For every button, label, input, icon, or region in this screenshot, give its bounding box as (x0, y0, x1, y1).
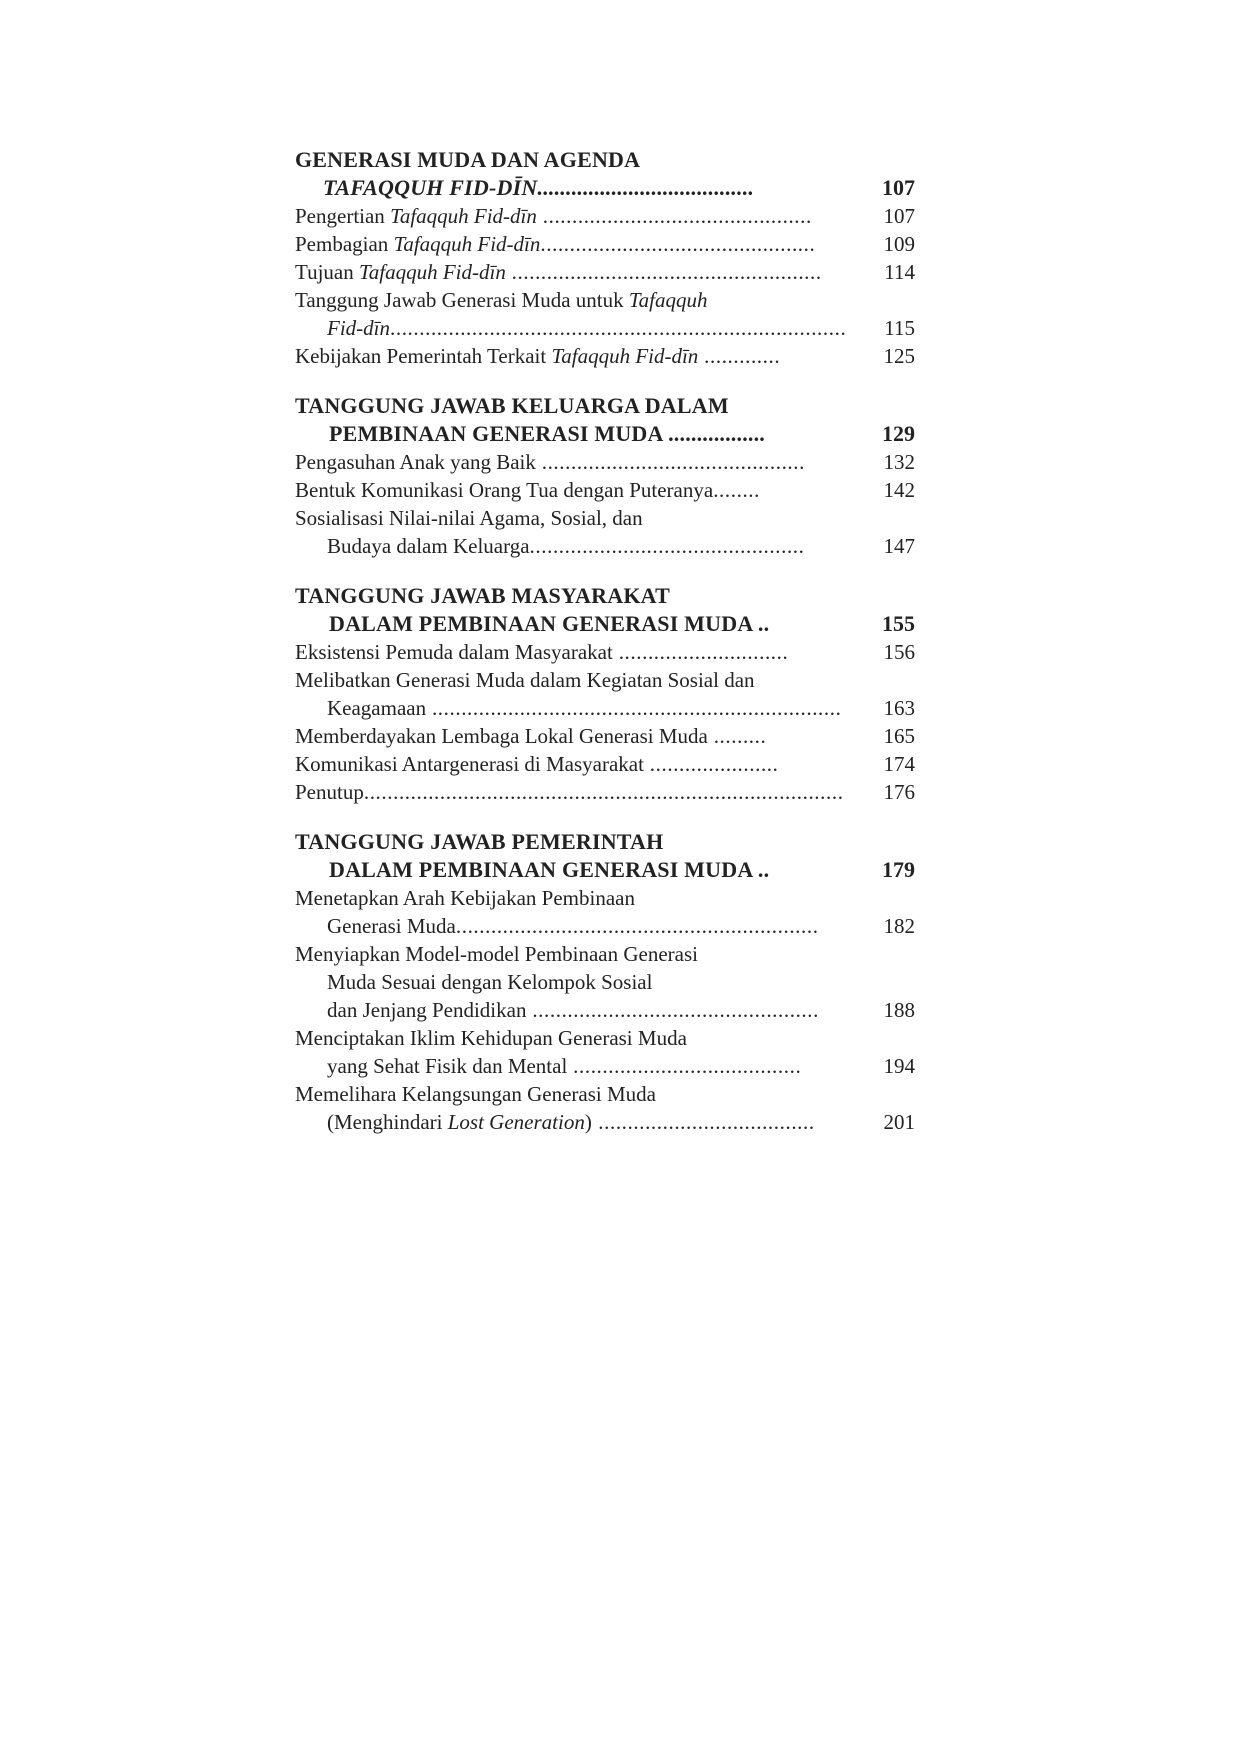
dot-leader: ............. (698, 344, 781, 368)
dot-leader: ) ..................................... (584, 1110, 815, 1134)
section-heading: TANGGUNG JAWAB MASYARAKAT (295, 583, 670, 608)
entry-italic-text: Fid-dīn (327, 316, 390, 340)
page-number: 165 (883, 724, 915, 748)
page-number: 194 (883, 1054, 915, 1078)
dot-leader: .................................................................................. (363, 780, 844, 804)
toc-entry (295, 912, 915, 940)
toc-entry (295, 1080, 915, 1108)
page-number: 179 (882, 857, 915, 882)
section-heading-line-2 (295, 420, 915, 448)
entry-text: Memberdayakan Lembaga Lokal Generasi Muda (295, 724, 708, 748)
toc-entry (295, 940, 915, 968)
entry-text: Budaya dalam Keluarga (327, 534, 530, 558)
section-heading: DALAM PEMBINAAN GENERASI MUDA .. (329, 857, 770, 882)
entry-text: Generasi Muda (327, 914, 456, 938)
dot-leader: ............................................... (540, 232, 816, 256)
dot-leader: ..................................................... (505, 260, 822, 284)
section-heading: PEMBINAAN GENERASI MUDA ................. (329, 421, 765, 446)
toc-entry (295, 638, 915, 666)
page-number: 147 (883, 534, 915, 558)
entry-italic-text: Tafaqquh (628, 288, 708, 312)
dot-leader: .............................................................. (455, 914, 819, 938)
entry-text: Sosialisasi Nilai-nilai Agama, Sosial, dan (295, 506, 643, 530)
page-number: 163 (883, 696, 915, 720)
page-number: 156 (883, 640, 915, 664)
entry-text: Menetapkan Arah Kebijakan Pembinaan (295, 886, 635, 910)
toc-entry (295, 1052, 915, 1080)
section-heading: TANGGUNG JAWAB PEMERINTAH (295, 829, 664, 854)
toc-entry (295, 342, 915, 370)
page-number: 115 (884, 316, 915, 340)
entry-text: Eksistensi Pemuda dalam Masyarakat (295, 640, 613, 664)
toc-entry (295, 666, 915, 694)
section-heading-line-2 (295, 610, 915, 638)
toc-entry (295, 694, 915, 722)
toc-entry (295, 532, 915, 560)
entry-italic-text: Tafaqquh Fid-dīn (359, 260, 506, 284)
toc-entry (295, 448, 915, 476)
entry-text: Menyiapkan Model-model Pembinaan Generasi (295, 942, 698, 966)
page-number: 107 (882, 175, 915, 200)
entry-text: Menciptakan Iklim Kehidupan Generasi Muda (295, 1026, 687, 1050)
entry-text: Penutup (295, 780, 364, 804)
section-spacer (295, 560, 915, 582)
toc-entry (295, 230, 915, 258)
page-number: 109 (883, 232, 915, 256)
section-heading-line-1 (295, 392, 915, 420)
entry-text: Muda Sesuai dengan Kelompok Sosial (327, 970, 653, 994)
entry-text: Komunikasi Antargenerasi di Masyarakat (295, 752, 644, 776)
toc-entry (295, 1024, 915, 1052)
entry-text: Melibatkan Generasi Muda dalam Kegiatan Sosial dan (295, 668, 755, 692)
entry-text: Pembagian (295, 232, 394, 256)
page-number: 155 (882, 611, 915, 636)
section-heading: GENERASI MUDA DAN AGENDA (295, 147, 641, 172)
dot-leader: ....................................... (567, 1054, 802, 1078)
entry-text: Pengasuhan Anak yang Baik (295, 450, 536, 474)
section-heading-line-1 (295, 146, 915, 174)
toc-entry (295, 1108, 915, 1136)
section-heading: DALAM PEMBINAAN GENERASI MUDA .. (329, 611, 770, 636)
dot-leader: ............................................... (529, 534, 805, 558)
page-number: 188 (883, 998, 915, 1022)
entry-text: Pengertian (295, 204, 391, 228)
toc-entry (295, 884, 915, 912)
page-number: 142 (883, 478, 915, 502)
entry-text: yang Sehat Fisik dan Mental (327, 1054, 568, 1078)
toc-entry (295, 258, 915, 286)
section-heading-line-2 (295, 174, 915, 202)
entry-italic-text: Tafaqquh Fid-dīn (551, 344, 699, 368)
page-number: 132 (883, 450, 915, 474)
toc-entry (295, 476, 915, 504)
toc-entry (295, 286, 915, 314)
toc-entry (295, 968, 915, 996)
dot-leader: ............................................. (535, 450, 805, 474)
dot-leader: ............................. (612, 640, 789, 664)
toc-entry (295, 504, 915, 532)
entry-text: Keagamaan (327, 696, 427, 720)
toc-entry (295, 996, 915, 1024)
entry-text: Kebijakan Pemerintah Terkait (295, 344, 552, 368)
entry-text: (Menghindari (327, 1110, 448, 1134)
entry-text: dan Jenjang Pendidikan (327, 998, 527, 1022)
page-number: 114 (884, 260, 915, 284)
section-heading-line-2 (295, 856, 915, 884)
page-number: 182 (883, 914, 915, 938)
entry-text: Tanggung Jawab Generasi Muda untuk (295, 288, 629, 312)
page-number: 201 (883, 1110, 915, 1134)
entry-italic-text: Tafaqquh Fid-dīn (393, 232, 541, 256)
table-of-contents (295, 146, 915, 1136)
dot-leader: ...................................................................... (426, 696, 842, 720)
dot-leader: ........ (713, 478, 761, 502)
dot-leader: ......... (707, 724, 767, 748)
section-spacer (295, 806, 915, 828)
page-number: 107 (883, 204, 915, 228)
section-heading: TAFAQQUH FID-DĪN...................................... (323, 175, 755, 200)
entry-italic-text: Tafaqquh Fid-dīn (390, 204, 537, 228)
toc-entry (295, 778, 915, 806)
entry-text: Bentuk Komunikasi Orang Tua dengan Puteranya (295, 478, 714, 502)
page-number: 125 (883, 344, 915, 368)
section-heading-line-1 (295, 828, 915, 856)
dot-leader: ................................................. (526, 998, 819, 1022)
page-number: 174 (883, 752, 915, 776)
toc-entry (295, 314, 915, 342)
page-number: 176 (883, 780, 915, 804)
toc-entry (295, 750, 915, 778)
dot-leader: ...................... (643, 752, 779, 776)
entry-italic-text: Lost Generation (447, 1110, 585, 1134)
toc-entry (295, 202, 915, 230)
dot-leader: .............................................................................. (390, 316, 847, 340)
dot-leader: .............................................. (536, 204, 812, 228)
section-heading-line-1 (295, 582, 915, 610)
entry-text: Tujuan (295, 260, 359, 284)
toc-entry (295, 722, 915, 750)
entry-text: Memelihara Kelangsungan Generasi Muda (295, 1082, 656, 1106)
section-spacer (295, 370, 915, 392)
section-heading: TANGGUNG JAWAB KELUARGA DALAM (295, 393, 729, 418)
page-number: 129 (882, 421, 915, 446)
